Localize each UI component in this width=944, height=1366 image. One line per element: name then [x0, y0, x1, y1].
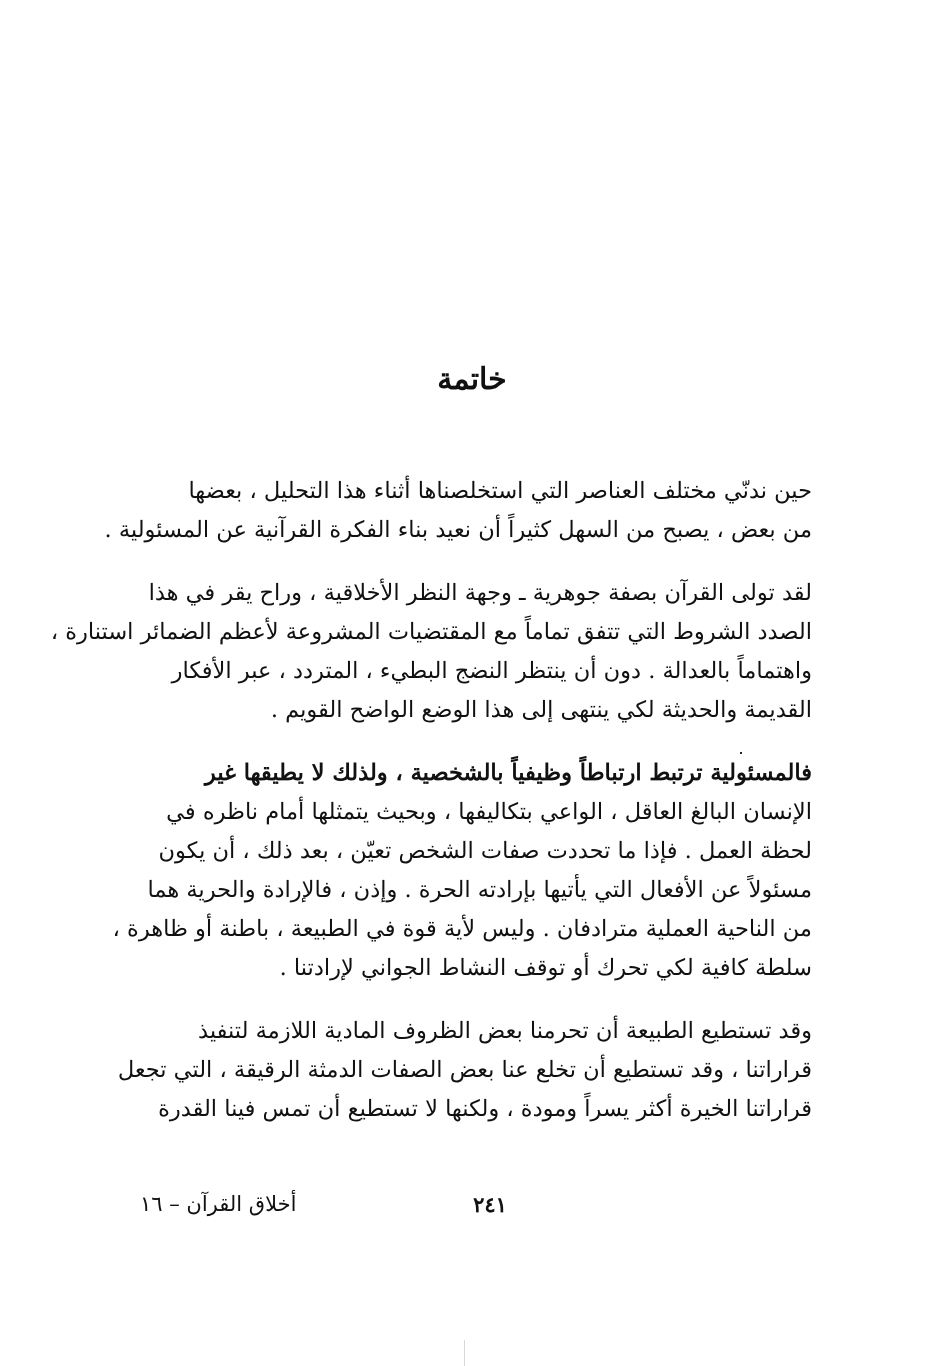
text-line: لحظة العمل . فإذا ما تحددت صفات الشخص تعيّن ، بعد ذلك ، أن يكون: [158, 838, 812, 864]
paragraph-3: [112, 754, 812, 988]
body-text: [50, 472, 812, 1153]
text-line: من بعض ، يصبح من السهل كثيراً أن نعيد بناء الفكرة القرآنية عن المسئولية .: [104, 517, 812, 543]
text-line: من الناحية العملية مترادفان . وليس لأية قوة في الطبيعة ، باطنة أو ظاهرة ،: [112, 916, 812, 942]
page-footer: [140, 1192, 812, 1222]
text-line: مسئولاً عن الأفعال التي يأتيها بإرادته الحرة . وإذن ، فالإرادة والحرية هما: [147, 877, 812, 903]
text-line: القديمة والحديثة لكي ينتهى إلى هذا الوضع الواضح القويم .: [270, 697, 812, 723]
text-line: الإنسان البالغ العاقل ، الواعي بتكاليفها ، وبحيث يتمثلها أمام ناظره في: [166, 799, 812, 825]
paragraph-4: [117, 1012, 812, 1129]
text-line: حين ندنّي مختلف العناصر التي استخلصناها أثناء هذا التحليل ، بعضها: [188, 478, 812, 504]
text-line: واهتماماً بالعدالة . دون أن ينتظر النضج البطيء ، المتردد ، عبر الأفكار: [171, 658, 812, 684]
ink-speck: [740, 752, 742, 754]
paragraph-2: [50, 574, 812, 730]
running-title: أخلاق القرآن – ١٦: [140, 1192, 297, 1216]
chapter-title: خاتمة: [437, 362, 507, 397]
page-number: ٢٤١: [473, 1192, 507, 1217]
text-line: سلطة كافية لكي تحرك أو توقف النشاط الجواني لإرادتنا .: [279, 955, 812, 981]
text-line: وقد تستطيع الطبيعة أن تحرمنا بعض الظروف المادية اللازمة لتنفيذ: [198, 1018, 812, 1044]
text-line: الصدد الشروط التي تتفق تماماً مع المقتضيات المشروعة لأعظم الضمائر استنارة ،: [50, 619, 812, 645]
text-line: قراراتنا الخيرة أكثر يسراً ومودة ، ولكنها لا تستطيع أن تمس فينا القدرة: [158, 1096, 812, 1122]
text-line: فالمسئولية ترتبط ارتباطاً وظيفياً بالشخصية ، ولذلك لا يطيقها غير: [204, 760, 812, 786]
text-line: لقد تولى القرآن بصفة جوهرية ـ وجهة النظر الأخلاقية ، وراح يقر في هذا: [148, 580, 812, 606]
paragraph-1: [104, 472, 812, 550]
scan-artifact: [464, 1340, 465, 1366]
text-line: قراراتنا ، وقد تستطيع أن تخلع عنا بعض الصفات الدمثة الرقيقة ، التي تجعل: [117, 1057, 812, 1083]
